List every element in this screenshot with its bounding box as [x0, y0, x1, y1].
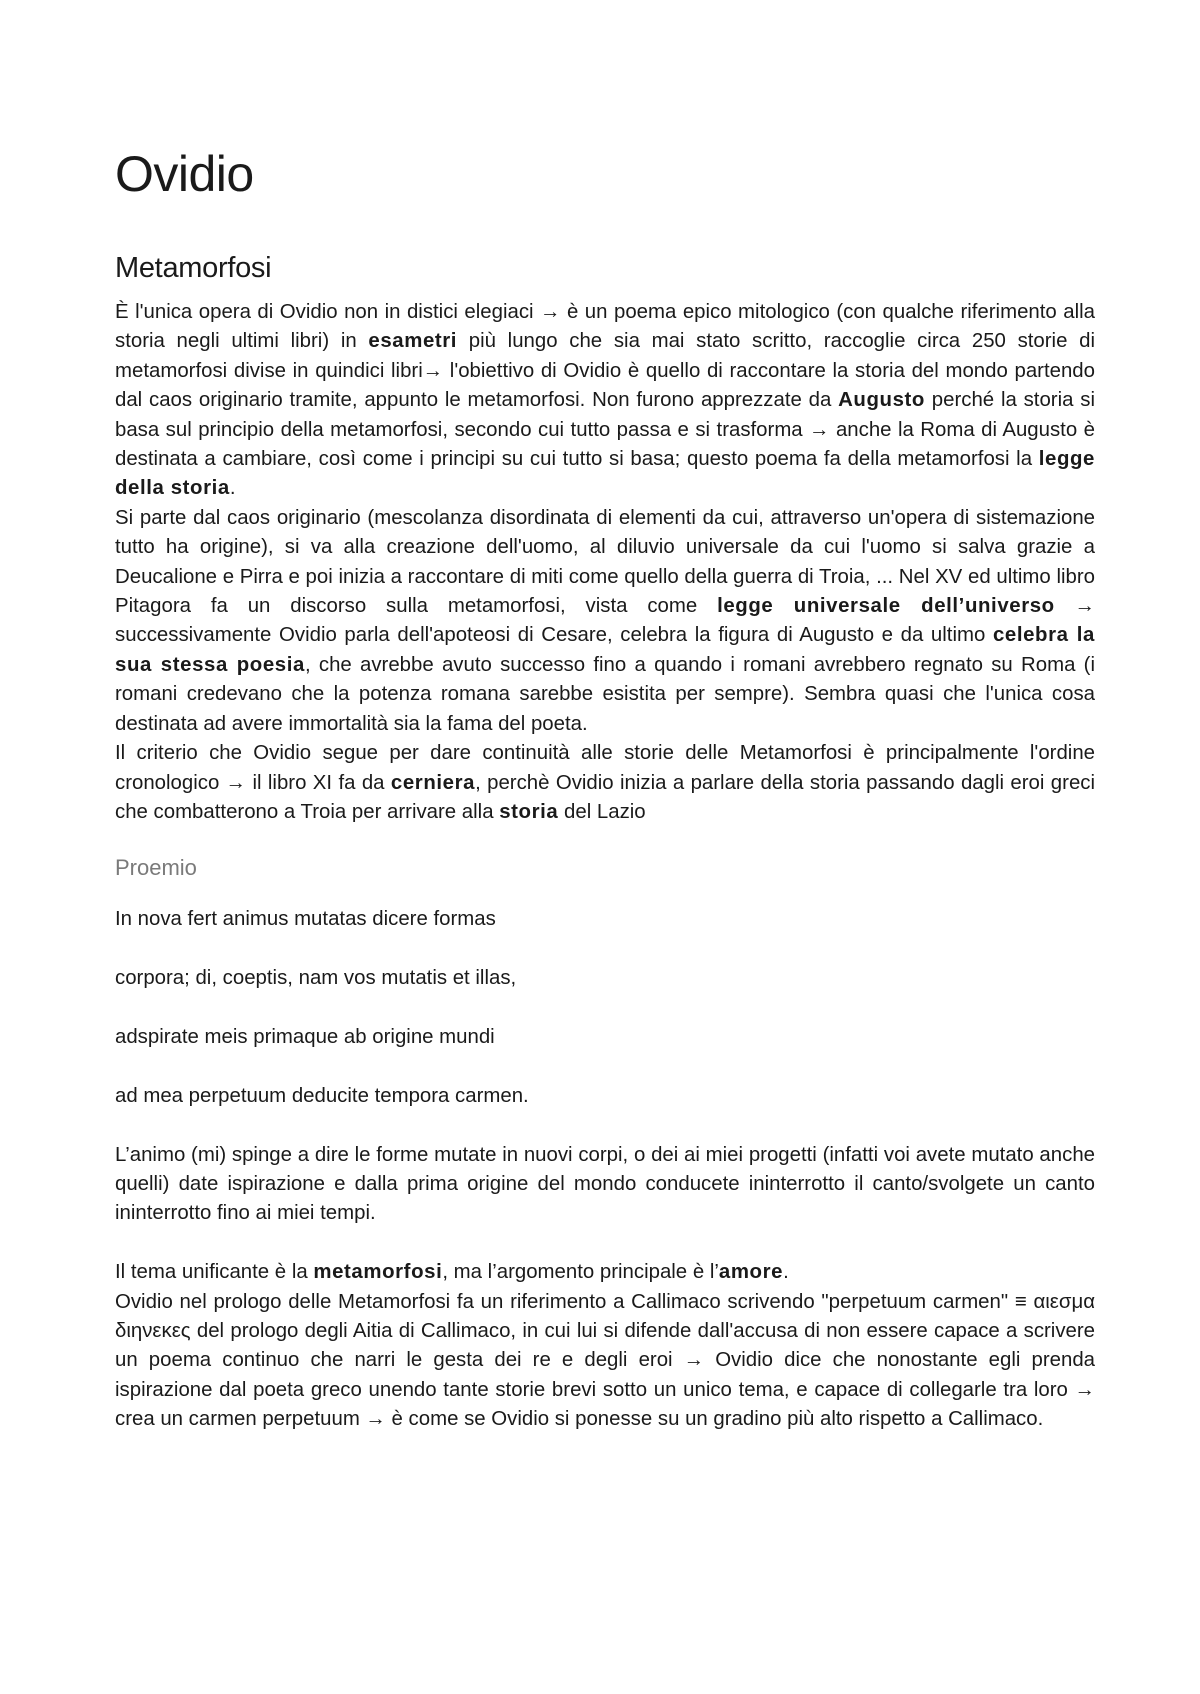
verse-line-2: corpora; di, coeptis, nam vos mutatis et illas,	[115, 967, 517, 990]
paragraph-intro	[115, 298, 1095, 504]
paragraph-text: più lungo che sia mai stato scritto, raccoglie circa 250 storie di metamorfosi divise in quindici libri→ l'obiettivo di Ovidio è quello di raccontare la storia del mondo partendo dal caos originario tramite, appunto le metamorfosi. Non furono apprezzate da	[115, 330, 1095, 412]
paragraph-text: → successivamente Ovidio parla dell'apoteosi di Cesare, celebra la figura di Augusto e da ultimo	[115, 595, 1095, 647]
section-heading-metamorfosi: Metamorfosi	[115, 252, 272, 284]
verse-line-3: adspirate meis primaque ab origine mundi	[115, 1025, 495, 1048]
verse-line-1: In nova fert animus mutatas dicere formas	[115, 908, 496, 931]
bold-term-metamorfosi: metamorfosi	[313, 1261, 443, 1284]
bold-term-celebra-poesia: celebra la sua stessa poesia	[115, 624, 1095, 676]
bold-term-amore: amore	[718, 1261, 784, 1284]
paragraph-text: È l'unica opera di Ovidio non in distici elegiaci → è un poema epico mitologico (con qualche riferimento alla storia negli ultimi libri) in	[115, 301, 1095, 353]
bold-term-legge-storia: legge della storia	[115, 448, 1095, 500]
paragraph-criterio	[115, 739, 1095, 827]
paragraph-text: Il criterio che Ovidio segue per dare continuità alle storie delle Metamorfosi è principalmente l'ordine cronologico → il libro XI fa da	[115, 742, 1095, 794]
subsection-heading-proemio: Proemio	[115, 855, 197, 881]
verse-line-4: ad mea perpetuum deducite tempora carmen.	[115, 1084, 529, 1107]
bold-term-storia: storia	[499, 800, 559, 823]
document-title: Ovidio	[115, 146, 254, 202]
paragraph-text: Si parte dal caos originario (mescolanza disordinata di elementi da cui, attraverso un'opera di sistemazione tutto ha origine), si va alla creazione dell'uomo, al diluvio universale da cui l'uomo si salva grazie a Deucalione e Pirra e poi inizia a raccontare di miti come quello della guerra di Troia, ... Nel XV ed ultimo libro Pitagora fa un discorso sulla metamorfosi, vista come	[115, 506, 1095, 618]
bold-term-augusto: Augusto	[838, 389, 925, 412]
bold-term-legge-universale: legge universale dell’universo	[717, 595, 1055, 618]
paragraph-structure	[115, 504, 1095, 739]
paragraph-text: .	[783, 1261, 789, 1284]
bold-term-esametri: esametri	[368, 330, 458, 353]
paragraph-text: Il tema unificante è la	[115, 1261, 314, 1284]
paragraph-text: , che avrebbe avuto successo fino a quando i romani avrebbero regnato su Roma (i romani credevano che la potenza romana sarebbe esistita per sempre). Sembra quasi che l'unica cosa destinata ad avere immortalità sia la fama del poeta.	[115, 653, 1095, 735]
paragraph-text: , perchè Ovidio inizia a parlare della storia passando dagli eroi greci che combatterono a Troia per arrivare alla	[115, 771, 1096, 823]
paragraph-tema	[115, 1258, 1095, 1287]
paragraph-text: .	[229, 477, 236, 500]
paragraph-spacer	[115, 1229, 1095, 1258]
paragraph-text: perché la storia si basa sul principio della metamorfosi, secondo cui tutto passa e si trasforma → anche la Roma di Augusto è destinata a cambiare, così come i principi su cui tutto si basa; questo poema fa della metamorfosi la	[115, 389, 1095, 471]
paragraph-translation: L’animo (mi) spinge a dire le forme mutate in nuovi corpi, o dei ai miei progetti (infatti voi avete mutato anche quelli) date ispirazione e dalla prima origine del mondo conducete ininterrotto il canto/svolgete un canto ininterrotto fino ai miei tempi.	[115, 1143, 1095, 1225]
paragraph-callimaco: Ovidio nel prologo delle Metamorfosi fa un riferimento a Callimaco scrivendo "perpetuum carmen" ≡ αιεσμα διηνεκες del prologo degli Aitia di Callimaco, in cui lui si difende dall'accusa di non essere capace a scrivere un poema continuo che narri le gesta dei re e degli eroi → Ovidio dice che nonostante egli prenda ispirazione dal poeta greco unendo tante storie brevi sotto un unico tema, e capace di collegarle tra loro → crea un carmen perpetuum → è come se Ovidio si ponesse su un gradino più alto rispetto a Callimaco.	[115, 1290, 1095, 1431]
paragraph-text: del Lazio	[558, 800, 646, 823]
bold-term-cerniera: cerniera	[390, 771, 476, 794]
paragraph-text: , ma l’argomento principale è l’	[442, 1261, 719, 1284]
